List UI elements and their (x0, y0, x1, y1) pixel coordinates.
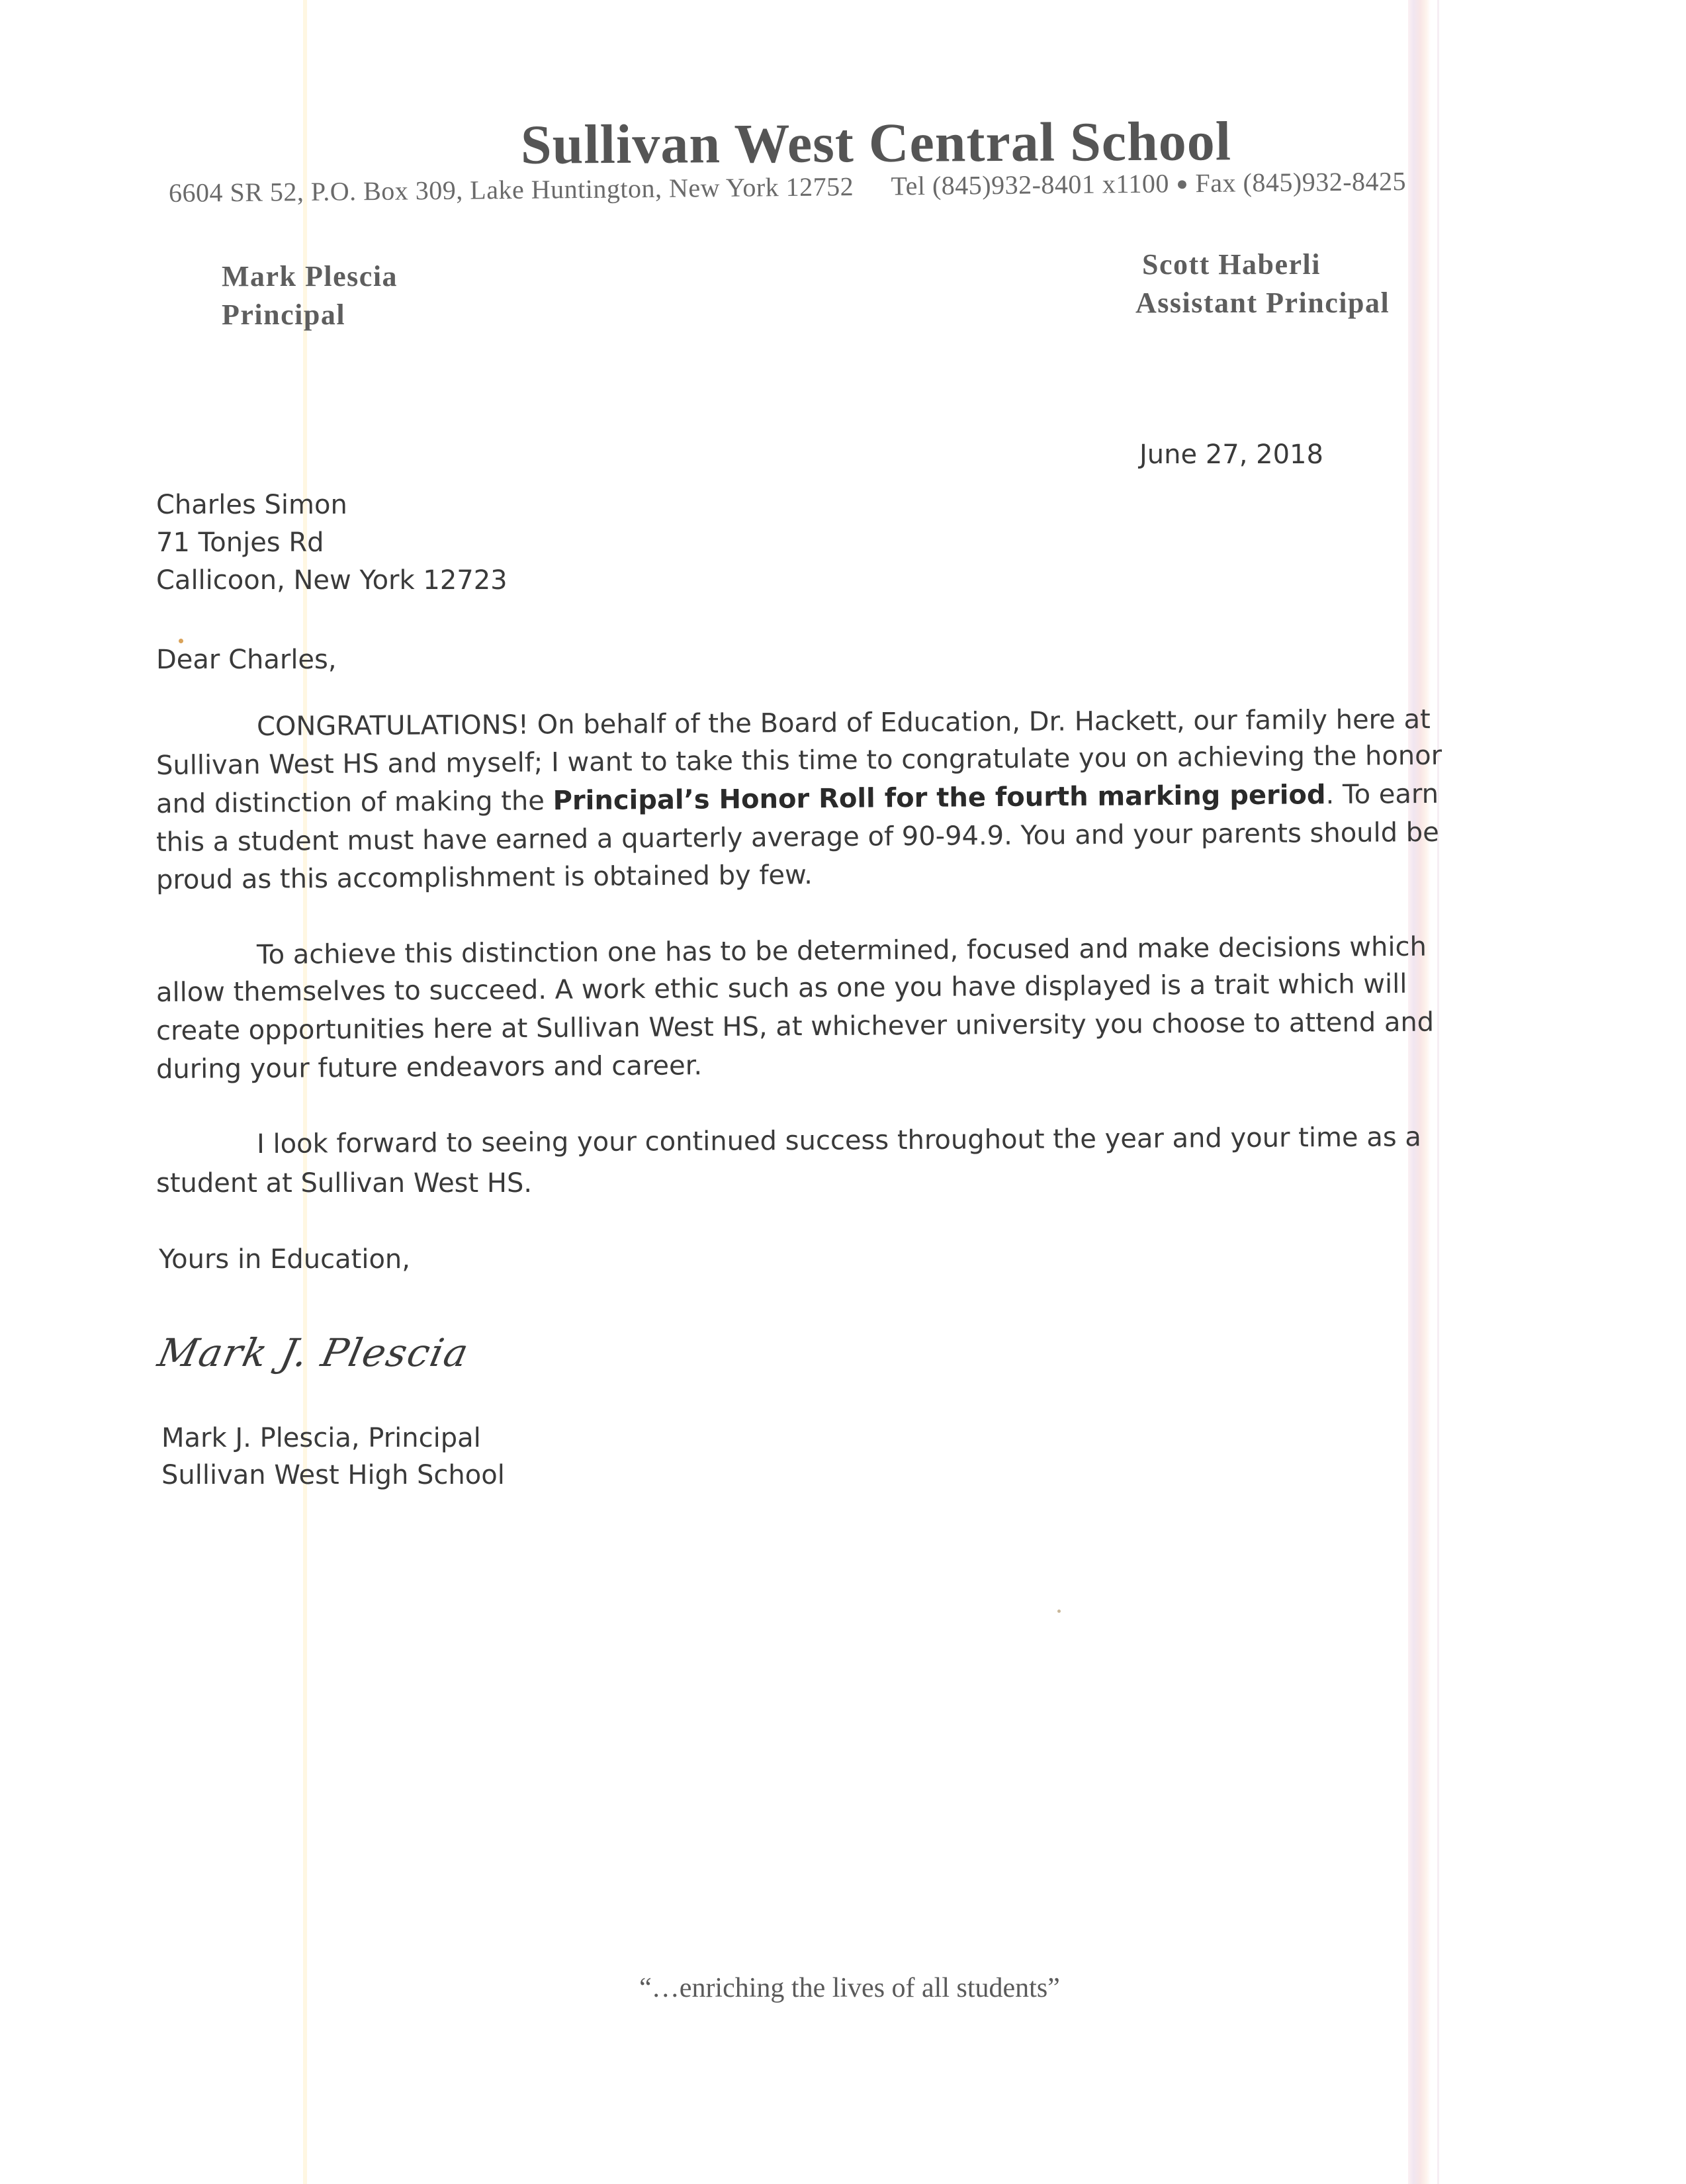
honor-roll-emphasis: Principal’s Honor Roll for the fourth marking period (553, 780, 1326, 817)
signer-name-title: Mark J. Plescia, Principal (161, 1423, 481, 1453)
principal-title: Principal (222, 298, 346, 331)
address-line: 6604 SR 52, P.O. Box 309, Lake Huntington, New York 12752 (168, 171, 854, 208)
closing: Yours in Education, (159, 1244, 410, 1275)
scan-speck (179, 639, 183, 643)
bullet-icon: ● (1176, 173, 1189, 195)
signature: Mark J. Plescia (154, 1330, 474, 1375)
paragraph-text: . To earn (1325, 778, 1439, 811)
paragraph-line: proud as this accomplishment is obtained by few. (155, 860, 813, 895)
paragraph-line: create opportunities here at Sullivan West HS, at whichever university you choose to attend and (155, 1007, 1435, 1046)
recipient-street: 71 Tonjes Rd (156, 527, 324, 558)
paragraph-line: this a student must have earned a quarterly average of 90-94.9. You and your parents should be (155, 817, 1439, 858)
paragraph-line: allow themselves to succeed. A work ethic such as one you have displayed is a trait which will (155, 968, 1407, 1008)
paragraph-line: I look forward to seeing your continued success throughout the year and your time as a (256, 1122, 1421, 1160)
paragraph-line: during your future endeavors and career. (155, 1050, 703, 1085)
assistant-principal-title: Assistant Principal (1135, 287, 1390, 319)
paragraph-line: To achieve this distinction one has to be determined, focused and make decisions which (256, 931, 1427, 970)
scan-streak (1408, 0, 1431, 2184)
letter-date: June 27, 2018 (1139, 439, 1323, 470)
paragraph-line: student at Sullivan West HS. (156, 1168, 533, 1199)
assistant-principal-name: Scott Haberli (1142, 248, 1321, 281)
scan-streak (1437, 0, 1439, 2184)
tel-number: (845)932-8401 x1100 (932, 168, 1170, 201)
school-name: Sullivan West Central School (520, 111, 1232, 176)
tel-label: Tel (891, 171, 926, 201)
paragraph-line (156, 779, 1439, 819)
fax-label: Fax (1195, 167, 1237, 199)
recipient-name: Charles Simon (156, 490, 347, 520)
principal-name: Mark Plescia (222, 260, 398, 293)
signer-school: Sullivan West High School (161, 1460, 505, 1490)
school-motto: “…enriching the lives of all students” (639, 1973, 1060, 2003)
paragraph-line: Sullivan West HS and myself; I want to take this time to congratulate you on achieving the honor (155, 740, 1442, 781)
paragraph-text: and distinction of making the (155, 786, 553, 819)
scan-speck (1057, 1610, 1061, 1613)
paragraph-line: CONGRATULATIONS! On behalf of the Board of Education, Dr. Hackett, our family here at (256, 704, 1431, 742)
recipient-city: Callicoon, New York 12723 (156, 565, 508, 596)
fax-number: (845)932-8425 (1243, 166, 1407, 198)
salutation: Dear Charles, (156, 645, 337, 675)
